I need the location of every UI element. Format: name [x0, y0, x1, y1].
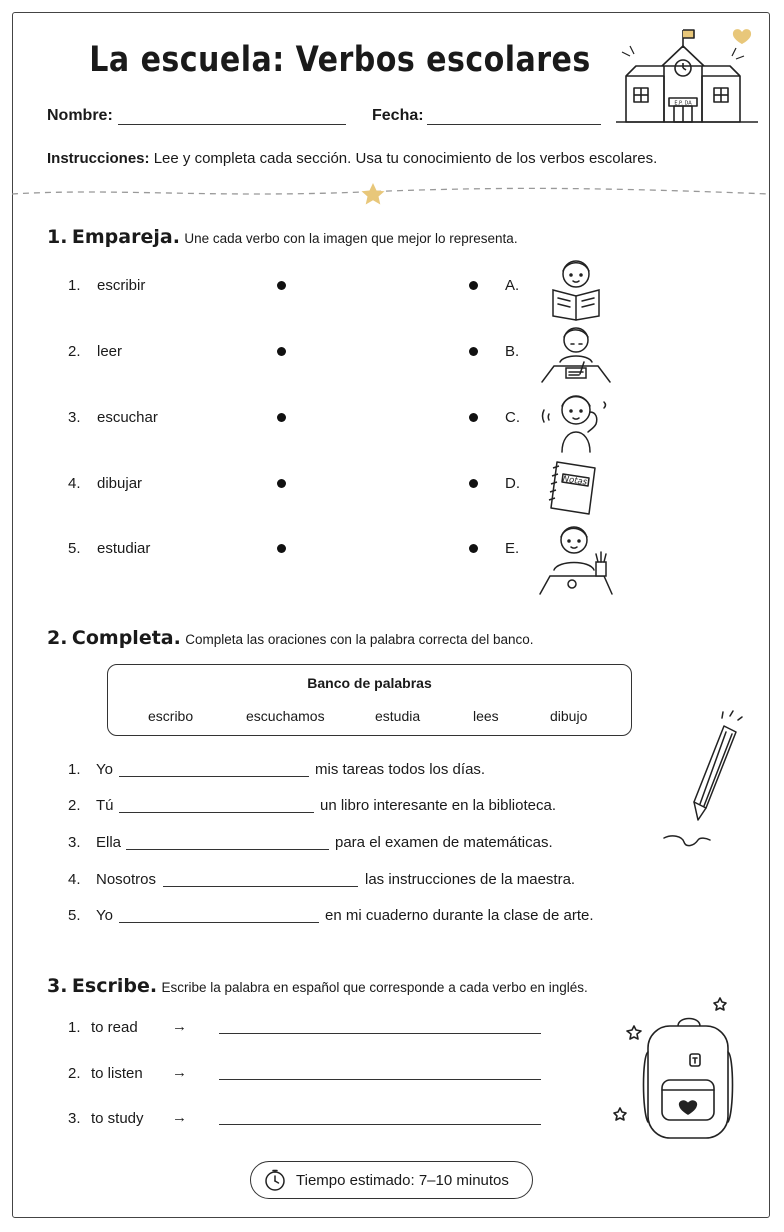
heart-icon — [733, 29, 751, 44]
sentence-4-end: las instrucciones de la maestra. — [365, 871, 576, 888]
translate-1-number: 1. — [68, 1019, 81, 1036]
match-dot-left-2[interactable] — [277, 347, 286, 356]
name-label: Nombre: — [47, 107, 113, 124]
match-dot-right-b[interactable] — [469, 347, 478, 356]
option-b-letter: B. — [505, 343, 520, 360]
sentence-4-start: Nosotros — [96, 871, 157, 888]
bank-word: dibujo — [550, 708, 588, 724]
arrow-right-icon: → — [172, 1064, 187, 1081]
sentence-3-end: para el examen de matemáticas. — [335, 834, 553, 851]
bank-word: escuchamos — [246, 708, 325, 724]
option-d-letter: D. — [505, 475, 520, 492]
sentence-5-end: en mi cuaderno durante la clase de arte. — [325, 907, 594, 924]
sentence-5-number: 5. — [68, 907, 81, 924]
name-field[interactable] — [118, 124, 346, 125]
child-listening-icon — [540, 388, 612, 454]
match-dot-right-d[interactable] — [469, 479, 478, 488]
translate-3-number: 3. — [68, 1110, 81, 1127]
verb-4-number: 4. — [68, 475, 81, 492]
date-field[interactable] — [427, 124, 601, 125]
star-icon — [362, 183, 385, 205]
section3-subtitle: Escribe la palabra en español que corresponde a cada verbo en inglés. — [161, 980, 588, 995]
notebook-label: Notas — [562, 474, 588, 488]
match-dot-right-e[interactable] — [469, 544, 478, 553]
verb-3-number: 3. — [68, 409, 81, 426]
match-dot-left-5[interactable] — [277, 544, 286, 553]
verb-4: dibujar — [97, 475, 143, 492]
section1-heading — [47, 226, 518, 248]
child-reading-book-icon — [545, 254, 607, 322]
section1-subtitle: Une cada verbo con la imagen que mejor lo representa. — [184, 231, 518, 246]
sentence-2-end: un libro interesante en la biblioteca. — [320, 797, 556, 814]
sentence-4-blank[interactable] — [163, 886, 358, 887]
sentence-1-blank[interactable] — [119, 776, 309, 777]
date-label: Fecha: — [372, 107, 424, 124]
page-title: La escuela: Verbos escolares — [89, 40, 591, 80]
child-writing-desk-icon — [540, 322, 612, 386]
instructions-label: Instrucciones: — [47, 150, 150, 167]
section2-heading — [47, 627, 533, 649]
section1-number: 1. — [47, 226, 68, 248]
school-building-icon — [612, 26, 762, 130]
time-value: 7–10 minutos — [418, 1172, 509, 1189]
translate-1-english: to read — [91, 1019, 138, 1036]
backpack-icon — [608, 992, 738, 1142]
section1-title: Empareja. — [71, 226, 180, 248]
school-sign: E.P. DA — [674, 100, 692, 107]
section2-number: 2. — [47, 627, 68, 649]
child-drawing-icon — [538, 518, 614, 598]
sentence-4-number: 4. — [68, 871, 81, 888]
sentence-1-start: Yo — [96, 761, 113, 778]
sentence-3-blank[interactable] — [126, 849, 329, 850]
instructions — [47, 150, 657, 167]
pencil-icon — [660, 710, 750, 850]
translate-3-blank[interactable] — [219, 1124, 541, 1125]
match-dot-left-4[interactable] — [277, 479, 286, 488]
estimated-time-badge — [250, 1161, 533, 1199]
verb-5: estudiar — [97, 540, 151, 557]
translate-2-number: 2. — [68, 1065, 81, 1082]
instructions-text: Lee y completa cada sección. Usa tu conocimiento de los verbos escolares. — [153, 150, 658, 167]
translate-3-english: to study — [91, 1110, 144, 1127]
bank-word: lees — [473, 708, 499, 724]
sentence-5-blank[interactable] — [119, 922, 319, 923]
sentence-5-start: Yo — [96, 907, 113, 924]
verb-2-number: 2. — [68, 343, 81, 360]
section3-title: Escribe. — [71, 975, 158, 997]
match-dot-right-a[interactable] — [469, 281, 478, 290]
match-dot-right-c[interactable] — [469, 413, 478, 422]
option-e-letter: E. — [505, 540, 520, 557]
translate-2-blank[interactable] — [219, 1079, 541, 1080]
verb-1-number: 1. — [68, 277, 81, 294]
dashed-divider — [12, 180, 770, 210]
verb-2: leer — [97, 343, 123, 360]
match-dot-left-3[interactable] — [277, 413, 286, 422]
estimated-time — [296, 1172, 509, 1189]
arrow-right-icon: → — [172, 1018, 187, 1035]
sentence-3-start: Ella — [96, 834, 122, 851]
sentence-1-end: mis tareas todos los días. — [315, 761, 486, 778]
sentence-1-number: 1. — [68, 761, 81, 778]
bank-word: estudia — [375, 708, 421, 724]
arrow-right-icon: → — [172, 1109, 187, 1126]
word-bank — [107, 664, 632, 736]
option-c-letter: C. — [505, 409, 520, 426]
option-a-letter: A. — [505, 277, 520, 294]
time-label: Tiempo estimado: — [296, 1172, 415, 1189]
sentence-2-blank[interactable] — [119, 812, 314, 813]
translate-2-english: to listen — [91, 1065, 143, 1082]
section3-heading — [47, 975, 588, 997]
section2-subtitle: Completa las oraciones con la palabra correcta del banco. — [185, 632, 534, 647]
section2-title: Completa. — [71, 627, 181, 649]
sentence-2-number: 2. — [68, 797, 81, 814]
verb-3: escuchar — [97, 409, 158, 426]
bank-word: escribo — [148, 708, 194, 724]
word-bank-title: Banco de palabras — [307, 675, 432, 691]
sentence-3-number: 3. — [68, 834, 81, 851]
sentence-2-start: Tú — [96, 797, 114, 814]
section3-number: 3. — [47, 975, 68, 997]
match-dot-left-1[interactable] — [277, 281, 286, 290]
translate-1-blank[interactable] — [219, 1033, 541, 1034]
clock-icon — [263, 1168, 287, 1192]
notebook-icon — [545, 458, 601, 516]
verb-1: escribir — [97, 277, 146, 294]
verb-5-number: 5. — [68, 540, 81, 557]
